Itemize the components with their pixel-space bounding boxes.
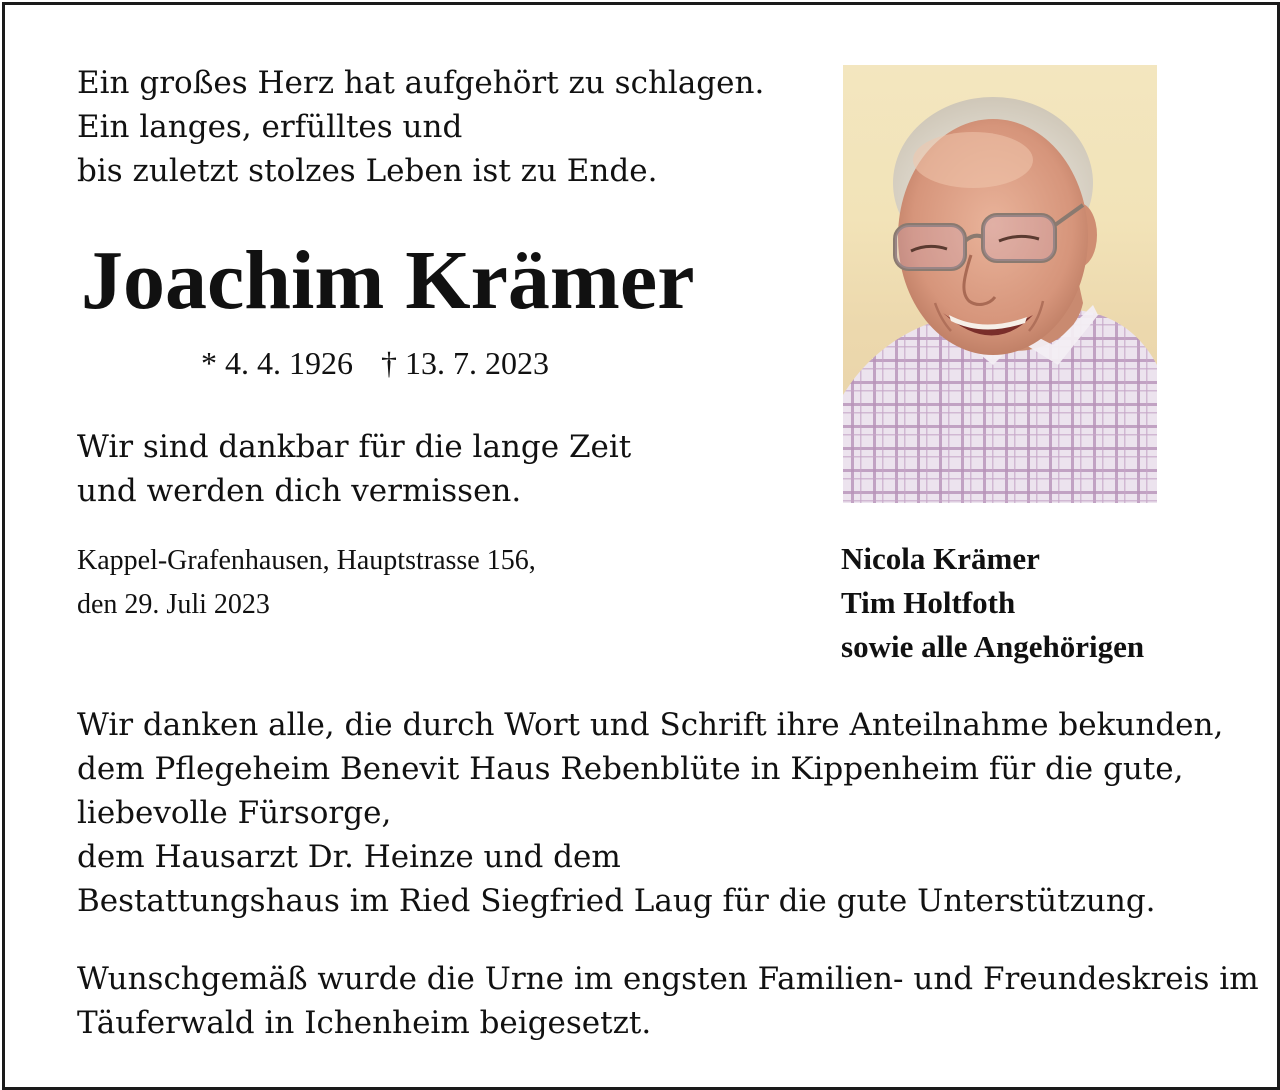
- signer-name: Nicola Krämer: [841, 541, 1040, 576]
- burial-text: [77, 957, 1259, 1045]
- thanks-verse: [77, 425, 631, 513]
- deceased-name: Joachim Krämer: [81, 234, 695, 327]
- life-dates: [201, 341, 549, 385]
- gratitude-line: Wir danken alle, die durch Wort und Schrift ihre Anteilnahme bekunden,: [77, 707, 1224, 743]
- date-line: den 29. Juli 2023: [77, 589, 270, 620]
- signer-name: Tim Holtfoth: [841, 585, 1016, 620]
- burial-line: Wunschgemäß wurde die Urne im engsten Familien- und Freundeskreis im: [77, 961, 1259, 997]
- thanks-line: Wir sind dankbar für die lange Zeit: [77, 429, 632, 465]
- signers: [841, 537, 1144, 669]
- gratitude-text: [77, 703, 1223, 923]
- portrait-photo: [843, 65, 1157, 503]
- signer-name: sowie alle Angehörigen: [841, 629, 1145, 664]
- thanks-line: und werden dich vermissen.: [77, 473, 522, 509]
- portrait-illustration: [843, 65, 1157, 503]
- intro-verse: [77, 61, 764, 193]
- birth-date: * 4. 4. 1926: [201, 345, 353, 381]
- burial-line: Täuferwald in Ichenheim beigesetzt.: [77, 1005, 652, 1041]
- gratitude-line: liebevolle Fürsorge,: [77, 795, 392, 831]
- place-and-date: [77, 539, 536, 627]
- gratitude-line: Bestattungshaus im Ried Siegfried Laug für die gute Unterstützung.: [77, 883, 1156, 919]
- obituary-notice: [2, 2, 1280, 1090]
- intro-line: Ein großes Herz hat aufgehört zu schlagen.: [77, 65, 765, 101]
- intro-line: bis zuletzt stolzes Leben ist zu Ende.: [77, 153, 658, 189]
- address-line: Kappel-Grafenhausen, Hauptstrasse 156,: [77, 545, 536, 576]
- intro-line: Ein langes, erfülltes und: [77, 109, 463, 145]
- gratitude-line: dem Pflegeheim Benevit Haus Rebenblüte in Kippenheim für die gute,: [77, 751, 1184, 787]
- gratitude-line: dem Hausarzt Dr. Heinze und dem: [77, 839, 621, 875]
- death-date: † 13. 7. 2023: [381, 345, 549, 381]
